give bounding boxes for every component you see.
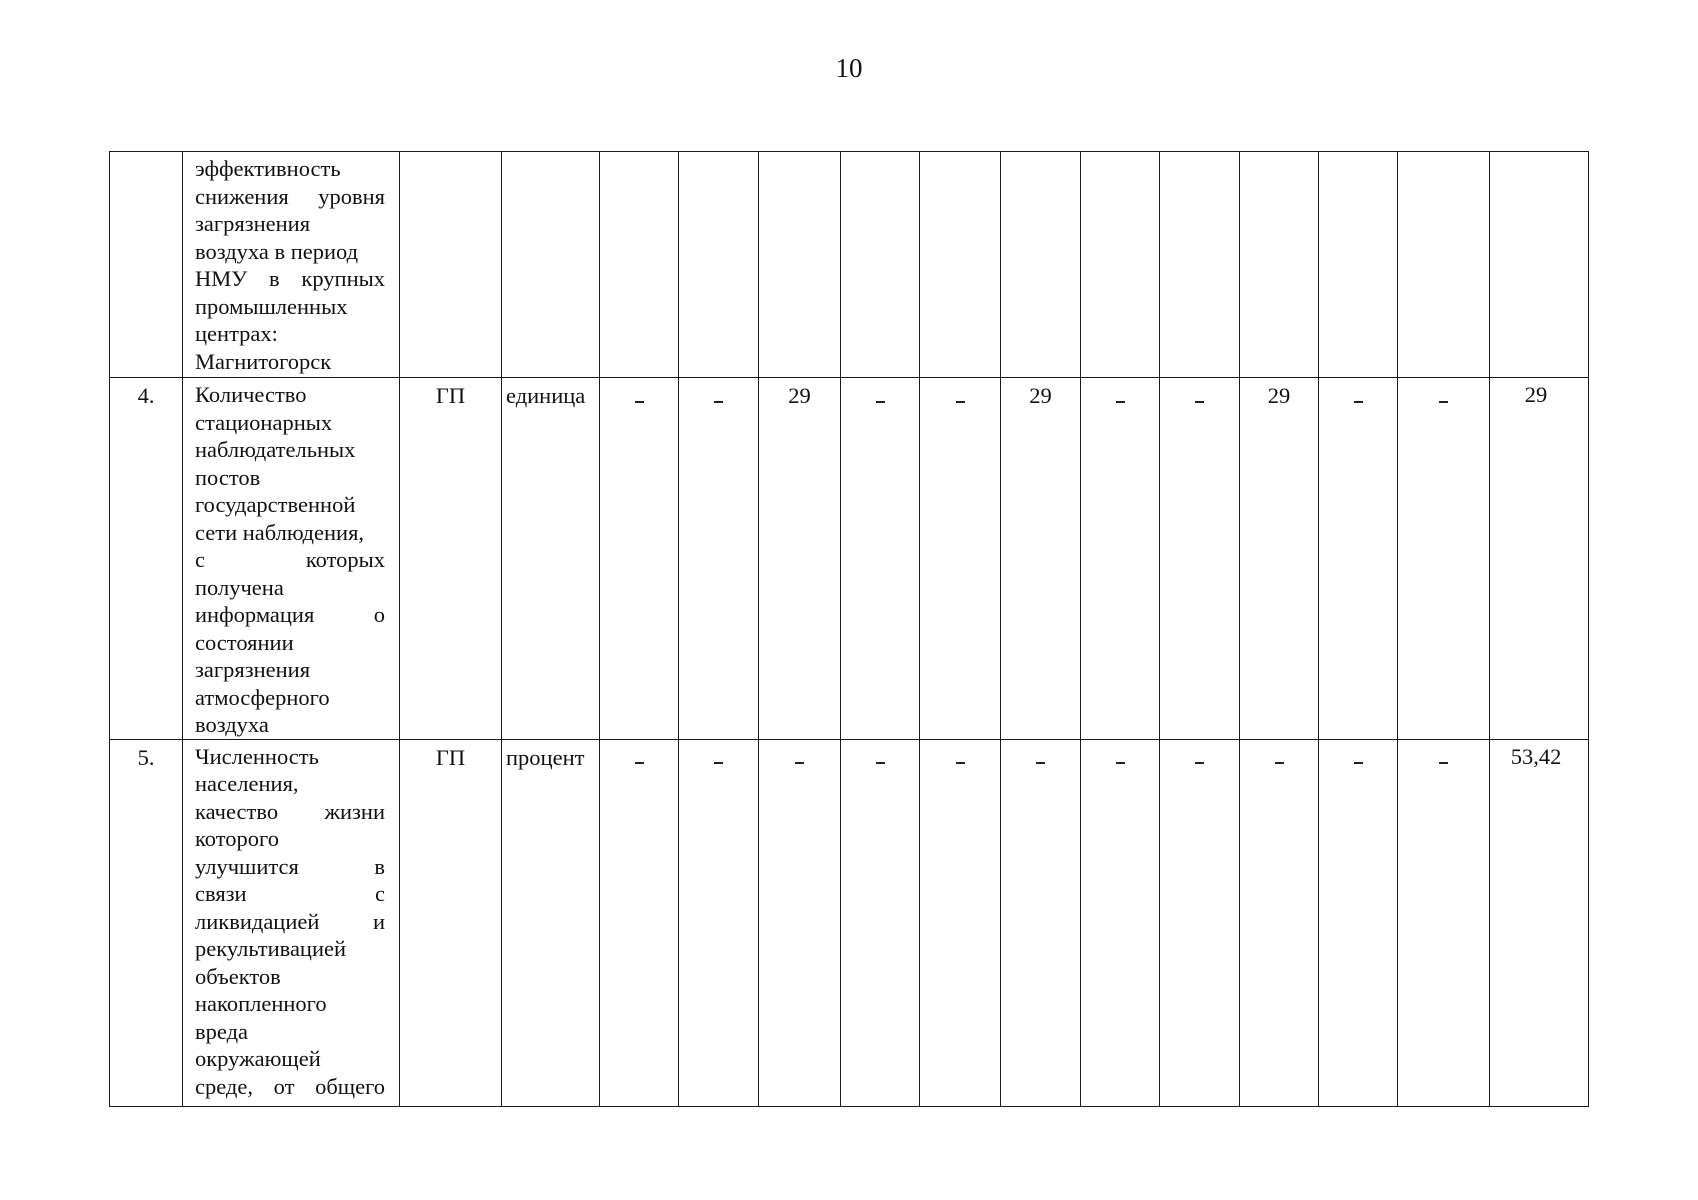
row-number-cell: 5. (110, 739, 183, 1106)
name-line: атмосферного (195, 684, 330, 710)
value-cell (600, 152, 679, 378)
value-cell: 29 (759, 378, 841, 740)
dash-mark (876, 762, 885, 764)
name-line: воздуха (195, 712, 269, 737)
value-cell (841, 152, 920, 378)
dash-mark (1439, 401, 1448, 403)
dash-mark (1116, 401, 1125, 403)
dash-mark (1195, 401, 1204, 403)
dash-mark (1116, 762, 1125, 764)
value-cell (1240, 152, 1319, 378)
row-number-cell (110, 152, 183, 378)
dash-mark (1354, 401, 1363, 403)
value-cell (841, 739, 920, 1106)
name-line: ликвидацией и (195, 908, 385, 934)
source-cell: ГП (400, 739, 502, 1106)
value-cell (1398, 152, 1490, 378)
value-cell: 29 (1490, 378, 1589, 740)
name-line: наблюдательных (195, 437, 356, 462)
indicator-name-cell (183, 152, 400, 378)
name-line: информация о (195, 602, 385, 627)
value-cell (600, 739, 679, 1106)
value-cell (1160, 378, 1240, 740)
value-cell (920, 739, 1001, 1106)
dash-mark (1354, 762, 1363, 764)
name-line: рекультивацией (195, 936, 347, 961)
name-line: Количество (195, 382, 307, 407)
indicators-table (109, 151, 1589, 1107)
name-line: эффективность (195, 156, 341, 181)
source-cell (400, 152, 502, 378)
dash-mark (795, 762, 804, 764)
name-line: стационарных (195, 409, 333, 435)
value-cell (600, 378, 679, 740)
name-line: получена (195, 574, 284, 600)
dash-mark (635, 401, 644, 403)
value-cell (1160, 152, 1240, 378)
dash-mark (714, 762, 723, 764)
value-cell: 29 (1001, 378, 1081, 740)
table-row (110, 739, 1589, 1106)
value-cell (1081, 378, 1160, 740)
unit-cell: процент (502, 739, 600, 1106)
value-cell (920, 152, 1001, 378)
value-cell (1001, 739, 1081, 1106)
value-cell (679, 378, 759, 740)
name-line: населения, (195, 771, 299, 796)
row-number-cell: 4. (110, 378, 183, 740)
value-cell (759, 152, 841, 378)
value-cell (1081, 152, 1160, 378)
indicator-name-cell (183, 739, 400, 1106)
value-cell (1398, 378, 1490, 740)
name-line: улучшится в (195, 853, 385, 879)
name-line: качество жизни (195, 798, 385, 824)
unit-cell (502, 152, 600, 378)
source-cell: ГП (400, 378, 502, 740)
value-cell (679, 739, 759, 1106)
value-cell: 53,42 (1490, 739, 1589, 1106)
value-cell (1001, 152, 1081, 378)
name-line: Численность (195, 743, 319, 769)
dash-mark (1275, 762, 1284, 764)
name-line: объектов (195, 963, 281, 989)
unit-cell: единица (502, 378, 600, 740)
name-line: с которых (195, 547, 385, 572)
indicator-name-cell (183, 378, 400, 740)
table-row (110, 152, 1589, 378)
name-line: снижения уровня (195, 183, 385, 209)
name-line: связи с (195, 881, 385, 906)
name-line: среде, от общего (195, 1073, 385, 1099)
name-line: состоянии (195, 629, 294, 655)
value-cell (1319, 152, 1398, 378)
dash-mark (1195, 762, 1204, 764)
value-cell (679, 152, 759, 378)
name-line: промышленных (195, 293, 348, 319)
name-line: загрязнения (195, 211, 311, 236)
name-line: накопленного (195, 991, 327, 1016)
dash-mark (876, 401, 885, 403)
name-line: окружающей (195, 1046, 321, 1071)
value-cell: 29 (1240, 378, 1319, 740)
value-cell (1490, 152, 1589, 378)
name-line: Магнитогорск (195, 348, 332, 374)
value-cell (1160, 739, 1240, 1106)
value-cell (1398, 739, 1490, 1106)
dash-mark (956, 401, 965, 403)
name-line: вреда (195, 1018, 248, 1044)
name-line: центрах: (195, 321, 278, 346)
name-line: которого (195, 826, 279, 851)
value-cell (1240, 739, 1319, 1106)
name-line: НМУ в крупных (195, 266, 385, 291)
dash-mark (1439, 762, 1448, 764)
name-line: загрязнения (195, 657, 311, 682)
page-number: 10 (835, 53, 863, 83)
dash-mark (635, 762, 644, 764)
value-cell (1081, 739, 1160, 1106)
value-cell (759, 739, 841, 1106)
name-line: воздуха в период (195, 238, 359, 264)
value-cell (841, 378, 920, 740)
value-cell (1319, 378, 1398, 740)
dash-mark (956, 762, 965, 764)
name-line: государственной (195, 492, 356, 517)
name-line: сети наблюдения, (195, 519, 365, 545)
name-line: постов (195, 464, 261, 490)
dash-mark (714, 401, 723, 403)
value-cell (920, 378, 1001, 740)
dash-mark (1036, 762, 1045, 764)
table-row (110, 378, 1589, 740)
value-cell (1319, 739, 1398, 1106)
